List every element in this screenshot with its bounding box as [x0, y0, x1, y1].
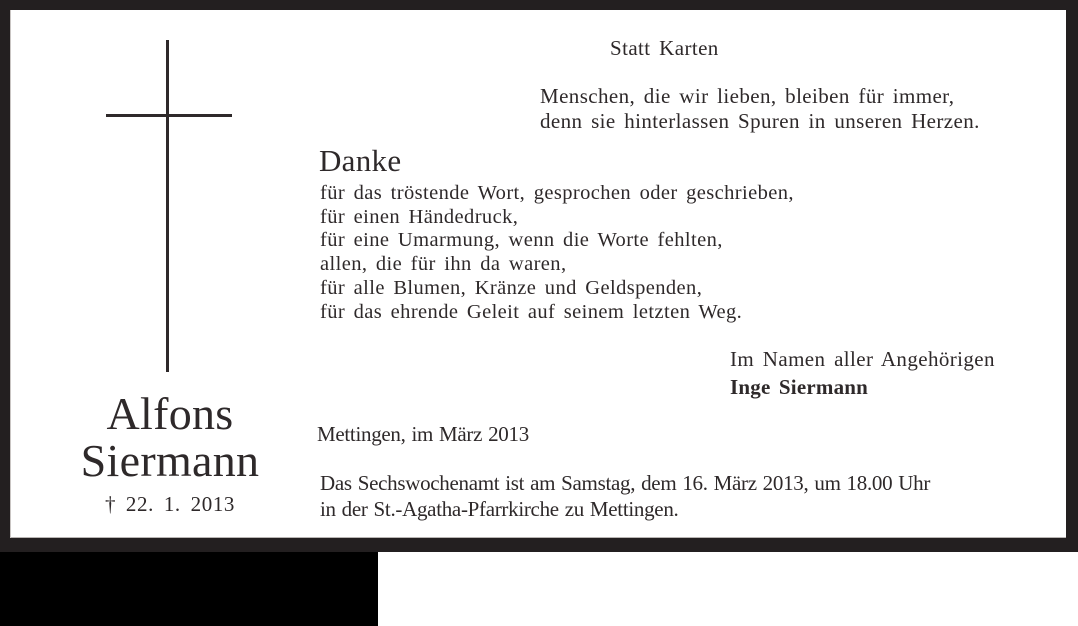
epigraph-line-1: Menschen, die wir lieben, bleiben für immer, [540, 84, 955, 108]
attribution-line: Im Namen aller Angehörigen [730, 347, 995, 371]
deceased-first-name: Alfons [106, 388, 234, 439]
thanks-line-5: für alle Blumen, Kränze und Geldspenden, [320, 276, 703, 299]
thanks-list [320, 182, 794, 324]
deceased-name-block [55, 390, 285, 515]
thanks-line-6: für das ehrende Geleit auf seinem letzten Weg. [320, 300, 743, 323]
thanks-line-2: für einen Händedruck, [320, 205, 519, 228]
deceased-last-name: Siermann [80, 435, 260, 486]
service-line-2: in der St.-Agatha-Pfarrkirche zu Mettingen. [320, 497, 679, 521]
thanks-line-4: allen, die für ihn da waren, [320, 253, 567, 276]
cross-vertical-bar [166, 40, 169, 372]
epigraph-line-2: denn sie hinterlassen Spuren in unseren Herzen. [540, 108, 980, 133]
bottom-black-block [0, 552, 378, 626]
danke-heading: Danke [319, 143, 402, 178]
mourner-name: Inge Siermann [730, 374, 869, 399]
statt-karten-label: Statt Karten [610, 36, 719, 60]
epigraph [540, 84, 980, 133]
cross-horizontal-bar [106, 114, 232, 117]
thanks-line-1: für das tröstende Wort, gesprochen oder geschrieben, [320, 182, 794, 204]
service-line-1: Das Sechswochenamt ist am Samstag, dem 16. März 2013, um 18.00 Uhr [320, 471, 931, 495]
service-announcement [320, 470, 930, 522]
attribution [730, 346, 995, 401]
death-date: † 22. 1. 2013 [104, 492, 236, 516]
place-date: Mettingen, im März 2013 [317, 422, 529, 446]
thanks-line-3: für eine Umarmung, wenn die Worte fehlten, [320, 229, 723, 252]
